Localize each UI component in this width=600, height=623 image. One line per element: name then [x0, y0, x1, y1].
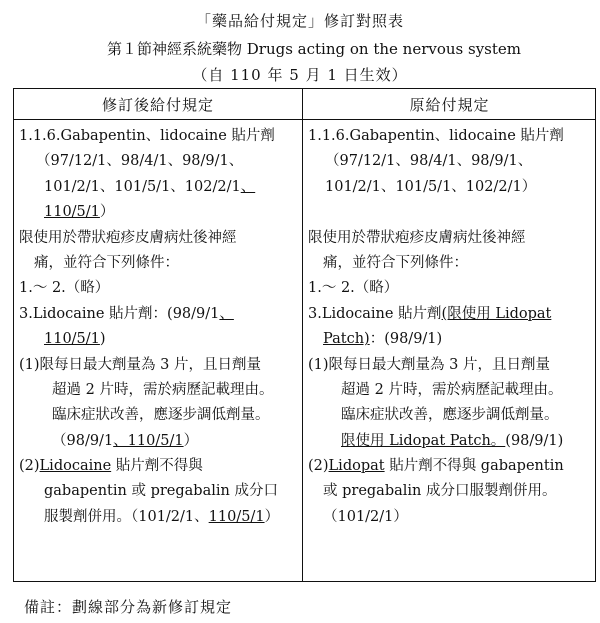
revised-line: （97/12/1、98/4/1、98/9/1、 — [36, 153, 244, 170]
original-line: （101/2/1） — [323, 508, 408, 525]
revised-line: 1.1.6.Gabapentin、lidocaine 貼片劑 — [19, 128, 275, 144]
revised-line — [19, 327, 301, 352]
revised-line: 1.～ 2.（略） — [19, 280, 110, 297]
revised-text: (2) — [19, 458, 40, 475]
original-text: (2) — [308, 458, 329, 475]
revised-text: ) — [99, 331, 106, 348]
revised-text: ） — [264, 508, 280, 525]
original-line: 1.1.6.Gabapentin、lidocaine 貼片劑 — [308, 128, 564, 144]
original-line — [308, 302, 596, 327]
column-header-revised: 修訂後給付規定 — [101, 96, 214, 114]
deleted-text: Patch) — [323, 331, 370, 348]
revised-line — [19, 302, 301, 327]
original-line: （97/12/1、98/4/1、98/9/1、 — [325, 153, 533, 170]
document-title: 「藥品給付規定」修訂對照表 — [195, 12, 404, 30]
amended-text: 、110/5/1 — [113, 432, 184, 449]
revised-text: 3.Lidocaine 貼片劑：(98/9/1 — [19, 305, 220, 322]
original-line: 或 pregabalin 成分口服製劑併用。 — [323, 483, 557, 500]
deleted-text: 限使用 Lidopat Patch。 — [341, 432, 506, 449]
revised-regulation-text — [19, 124, 301, 530]
revised-line: 限使用於帶狀疱疹皮膚病灶後神經 — [19, 229, 237, 246]
original-line — [308, 327, 596, 352]
original-line: 101/2/1、101/5/1、102/2/1） — [325, 178, 537, 195]
revised-text: 貼片劑不得與 — [111, 458, 203, 475]
amended-text: 110/5/1 — [208, 508, 265, 525]
revised-line — [19, 454, 301, 479]
revised-text: （98/9/1 — [52, 432, 114, 449]
original-text: ：(98/9/1) — [369, 331, 443, 348]
column-header-original: 原給付規定 — [409, 96, 490, 114]
original-text: 貼片劑不得與 gabapentin — [384, 458, 564, 475]
original-text: (98/9/1) — [505, 432, 564, 449]
revised-line — [19, 200, 301, 225]
revised-line: (1)限每日最大劑量為 3 片，且日劑量 — [19, 356, 261, 373]
effective-date: （自 110 年 5 月 1 日生效） — [192, 66, 408, 84]
amended-text: 110/5/1 — [44, 331, 100, 348]
revised-line: 臨床症狀改善，應逐步調低劑量。 — [52, 407, 270, 424]
comparison-table — [13, 88, 596, 582]
original-line: 超過 2 片時，需於病歷記載理由。 — [341, 381, 563, 398]
footnote: 備註：劃線部分為新修訂規定 — [24, 598, 233, 616]
column-divider — [302, 89, 303, 581]
original-line: 1.～ 2.（略） — [308, 280, 399, 297]
revised-line — [19, 175, 301, 200]
blank-line — [308, 200, 596, 225]
revised-text: 101/2/1、101/5/1、102/2/1 — [44, 178, 241, 195]
deleted-text: Lidopat — [328, 458, 385, 475]
header-divider — [14, 119, 595, 120]
original-regulation-text — [308, 124, 596, 530]
original-text: 3.Lidocaine 貼片劑 — [308, 305, 442, 322]
revised-text: 服製劑併用。（101/2/1、 — [44, 508, 209, 525]
original-line: (1)限每日最大劑量為 3 片，且日劑量 — [308, 356, 550, 373]
original-line — [308, 454, 596, 479]
original-line: 痛，並符合下列條件： — [323, 254, 468, 271]
amended-text: Lidocaine — [39, 458, 112, 475]
original-line — [308, 429, 596, 454]
original-line: 臨床症狀改善，應逐步調低劑量。 — [341, 407, 559, 424]
original-line: 限使用於帶狀疱疹皮膚病灶後神經 — [308, 229, 526, 246]
amended-text: 110/5/1 — [44, 204, 100, 221]
section-subtitle: 第１節神經系統藥物 Drugs acting on the nervous system — [106, 40, 522, 58]
revised-text: ） — [183, 432, 199, 449]
revised-line: 超過 2 片時，需於病歷記載理由。 — [52, 381, 274, 398]
amended-text: 、 — [240, 178, 256, 195]
revised-text: ） — [99, 204, 115, 221]
amended-text: 、 — [219, 305, 234, 322]
revised-line — [19, 429, 301, 454]
revised-line: gabapentin 或 pregabalin 成分口 — [44, 483, 278, 500]
deleted-text: (限使用 Lidopat — [441, 305, 552, 322]
revised-line — [19, 505, 301, 530]
revised-line: 痛，並符合下列條件： — [34, 254, 179, 271]
